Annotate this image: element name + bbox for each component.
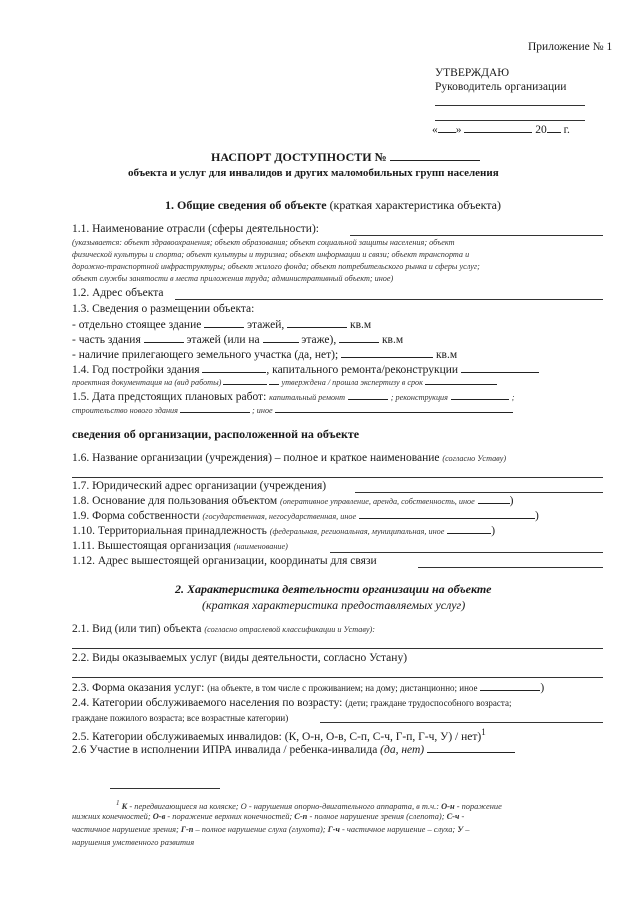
item-1-8: 1.8. Основание для пользования объектом (оперативное управление, аренда, собственность, иное ) (72, 495, 514, 507)
footnote-separator (110, 788, 220, 789)
item-1-12-blank (418, 567, 603, 568)
item-1-11-blank (330, 552, 603, 553)
signature-line-2 (435, 120, 585, 121)
item-2-6: 2.6 Участие в исполнении ИПРА инвалида / ребенка-инвалида (да, нет) (72, 742, 515, 757)
item-1-2-blank (175, 299, 603, 300)
footnote-line-4: нарушения умственного развития (72, 838, 195, 847)
area-blank (287, 317, 347, 328)
item-1-10: 1.10. Территориальная принадлежность (федеральная, региональная, муниципальная, иное ) (72, 525, 496, 537)
approve-title: УТВЕРЖДАЮ (435, 67, 510, 79)
item-1-6: 1.6. Название организации (учреждения) – полное и краткое наименование (согласно Уставу) (72, 452, 507, 464)
footnote-line-3: частичное нарушение зрения; Г-п – полное нарушение слуха (глухота); Г-ч - частичное нарушение – слуха; У – (72, 825, 470, 834)
part-floors-blank (144, 332, 184, 343)
repair-blank (461, 362, 539, 373)
footnote-line-1: $^1$ К - передвигающиеся на коляске; О - нарушения опорно-двигательного аппарата, в т.ч.: О-н - поражение (116, 799, 502, 811)
item-1-1-note-1: (указывается: объект здравоохранения; объект образования; объект социальной защиты населения; объект (72, 238, 455, 247)
month-blank (464, 122, 532, 133)
item-1-11: 1.11. Вышестоящая организация (наименование) (72, 540, 288, 552)
section-1-title: 1. Общие сведения об объекте (краткая характеристика объекта) (165, 198, 501, 212)
item-2-1-blank (72, 648, 603, 649)
item-1-7: 1.7. Юридический адрес организации (учреждения) (72, 480, 327, 492)
item-2-4: 2.4. Категории обслуживаемого населения по возрасту: (дети; граждане трудоспособного возраста; (72, 697, 512, 709)
item-1-4: 1.4. Год постройки здания , капитального ремонта/реконструкции (72, 362, 539, 377)
floors-blank (204, 317, 244, 328)
build-year-blank (202, 362, 266, 373)
document-title: НАСПОРТ ДОСТУПНОСТИ № (211, 150, 480, 164)
item-2-2-blank (72, 677, 603, 678)
item-1-3-b: - часть здания этажей (или на этаже), кв.м (72, 334, 404, 346)
item-1-5: 1.5. Дата предстоящих плановых работ: капитальный ремонт ; реконструкция ; (72, 391, 515, 403)
part-area-blank (339, 332, 379, 343)
item-1-12: 1.12. Адрес вышестоящей организации, координаты для связи (72, 555, 377, 567)
approve-date: « » 20 г. (432, 124, 570, 136)
approve-role: Руководитель организации (435, 81, 567, 93)
section-2-subtitle: (краткая характеристика предоставляемых услуг) (202, 598, 466, 612)
item-2-2: 2.2. Виды оказываемых услуг (виды деятельности, согласно Устану) (72, 652, 408, 664)
item-1-4-note: проектная документация на (вид работы) утверждена / прошла экспертизу в срок (72, 377, 497, 388)
appendix-label: Приложение № 1 (528, 41, 613, 53)
footnote-line-2: нижних конечностей; О-в - поражение верхних конечностей; С-п - полное нарушение зрения (слепота); С-ч - (72, 812, 465, 821)
day-blank (438, 122, 456, 133)
item-2-4-blank (320, 722, 603, 723)
item-1-3-a: - отдельно стоящее здание этажей, кв.м (72, 319, 372, 331)
item-1-7-blank (355, 492, 603, 493)
item-1-1-blank (350, 235, 603, 236)
item-2-3: 2.3. Форма оказания услуг: (на объекте, в том числе с проживанием; на дому; дистанционно; иное ) (72, 682, 545, 694)
item-2-1: 2.1. Вид (или тип) объекта (согласно отраслевой классификации и Уставу): (72, 623, 375, 635)
item-1-3-c: - наличие прилегающего земельного участка (да, нет); кв.м (72, 349, 458, 361)
land-blank (341, 347, 433, 358)
item-1-1-note-2: физической культуры и спорта; объект культуры и туризма; объект информации и связи; объект транспорта и (72, 250, 470, 259)
floor-number-blank (263, 332, 299, 343)
document-subtitle: объекта и услуг для инвалидов и других маломобильных групп населения (128, 167, 499, 179)
signature-line-1 (435, 105, 585, 106)
item-2-4-note-2: граждане пожилого возраста; все возрастные категории) (72, 713, 289, 723)
org-section-title: сведения об организации, расположенной на объекте (72, 427, 360, 441)
item-1-6-blank (72, 477, 603, 478)
item-1-1: 1.1. Наименование отрасли (сферы деятельности): (72, 223, 319, 235)
passport-number-blank (390, 150, 480, 161)
section-2-title: 2. Характеристика деятельности организации на объекте (175, 582, 492, 596)
item-1-5-note: строительство нового здания ; иное (72, 405, 513, 416)
item-2-5: 2.5. Категории обслуживаемых инвалидов: (К, О-н, О-в, С-п, С-ч, Г-п, Г-ч, У) / нет)$^1$ (72, 727, 486, 743)
year-blank (547, 122, 561, 133)
item-1-9: 1.9. Форма собственности (государственная, негосударственная, иное ) (72, 510, 539, 522)
item-1-2: 1.2. Адрес объекта (72, 287, 164, 299)
item-1-3: 1.3. Сведения о размещении объекта: (72, 303, 255, 315)
item-1-1-note-4: объект службы занятости в места приложения труда; административный объект; иное) (72, 274, 394, 283)
item-1-1-note-3: дорожно-транспортной инфраструктуры; объект жилого фонда; объект потребительского рынка и сферы услуг; (72, 262, 480, 271)
